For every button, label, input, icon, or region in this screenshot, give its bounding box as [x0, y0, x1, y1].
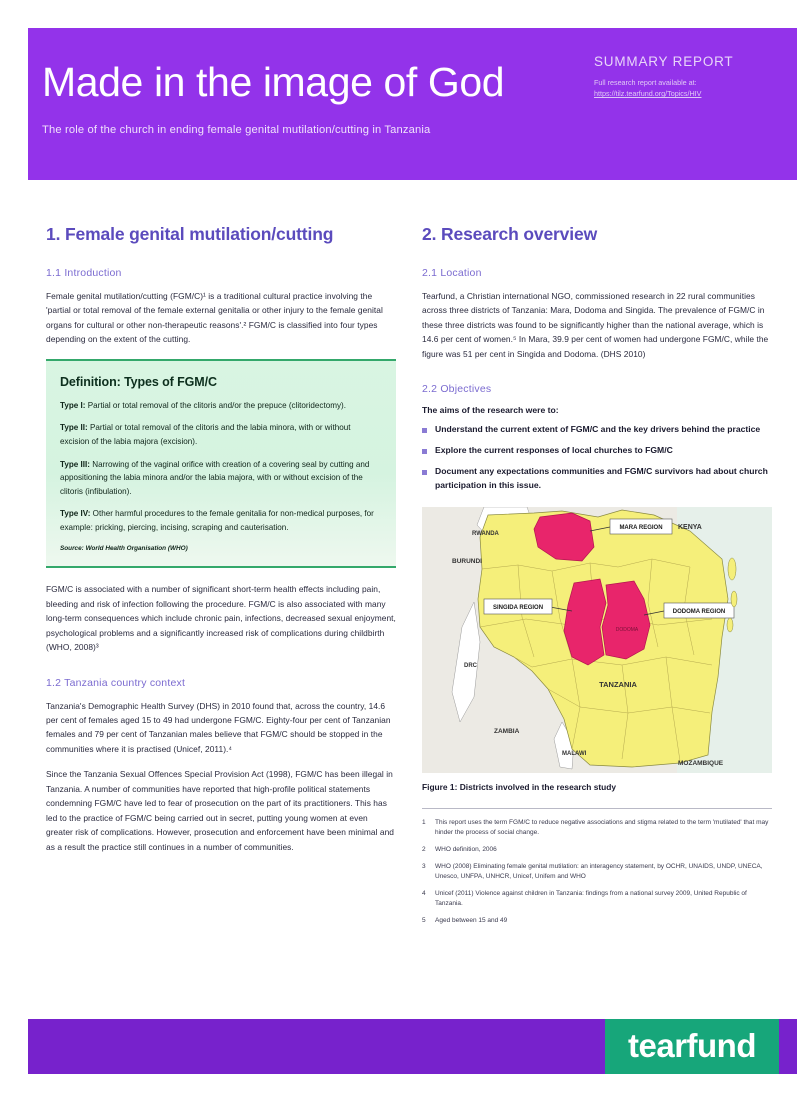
- footnote-text: Unicef (2011) Violence against children in Tanzania: findings from a national survey 2009, United Republic of Tanzania.: [435, 889, 747, 908]
- map-label-dodoma-city: DODOMA: [615, 626, 639, 633]
- subsection-1-1-title: 1.1 Introduction: [46, 267, 122, 279]
- footnote-number: 3: [422, 862, 426, 870]
- section-2-title: 2. Research overview: [422, 224, 598, 244]
- map-label-rwanda: RWANDA: [472, 530, 499, 537]
- map-label-burundi: BURUNDI: [452, 557, 482, 565]
- footnote-text: Aged between 15 and 49: [435, 916, 508, 924]
- content-area: [0, 196, 797, 996]
- health-effects-paragraph: FGM/C is associated with a number of significant short-term health effects including pain, bleeding and risk of infection following the procedure. FGM/C is also associated with many long-term consequences which include chronic pain, infections, decreased sexual enjoyment, psychological problems and a significantly increased risk of complications during childbirth (WHO, 2008)³: [46, 584, 396, 653]
- subsection-1-2-title: 1.2 Tanzania country context: [46, 676, 186, 689]
- country-context-paragraph-2: Since the Tanzania Sexual Offences Special Provision Act (1998), FGM/C has been illegal in Tanzania. A number of communities have reported that high-profile political statements condemning FGM/C have led to fear of prosecution on the part of its practitioners. This has led to the practice of FGM/C being carried out in secret, putting young women at even greater risk of complications. However, prosecution and enforcement have been minimal and as a result the practice still continues in a number of communities.: [46, 769, 395, 852]
- map-label-tanzania: TANZANIA: [599, 679, 637, 689]
- figure-caption: Figure 1: Districts involved in the research study: [422, 781, 617, 792]
- footnote-text: This report uses the term FGM/C to reduce negative associations and stigma related to the term 'mutilated' that may hinder the process of social change.: [435, 818, 769, 837]
- page-subtitle: The role of the church in ending female genital mutilation/cutting in Tanzania: [42, 123, 431, 136]
- map-callout-singida: SINGIDA REGION: [492, 604, 544, 611]
- definition-box: [46, 359, 396, 569]
- map-label-kenya: KENYA: [678, 523, 702, 531]
- map-label-zambia: ZAMBIA: [494, 727, 520, 735]
- type-3-text: Narrowing of the vaginal orifice with creation of a covering seal by cutting and appositioning the labia minora and/or the labia majora, with or without excision of the clitoris (infibulation).: [60, 459, 370, 496]
- objective-item: Explore the current responses of local churches to FGM/C: [422, 444, 772, 458]
- footnote-item: [422, 916, 772, 927]
- summary-report-note: Full research report available at:: [594, 78, 697, 87]
- footnote-number: 1: [422, 818, 426, 826]
- footnote-item: [422, 889, 772, 910]
- footnotes-list: [422, 818, 772, 926]
- type-1-label: Type I:: [60, 400, 86, 410]
- footnote-number: 4: [422, 889, 426, 897]
- map-label-mozambique: MOZAMBIQUE: [678, 759, 724, 767]
- type-2-text: Partial or total removal of the clitoris and the labia minora, with or without excision of the labia majora (excision).: [60, 423, 351, 446]
- type-3-label: Type III:: [60, 459, 90, 469]
- objective-item: Document any expectations communities and FGM/C survivors had about church participation in this issue.: [422, 465, 772, 493]
- definition-source: Source: World Health Organisation (WHO): [60, 544, 188, 552]
- type-1-text: Partial or total removal of the clitoris and/or the prepuce (clitoridectomy).: [85, 400, 346, 410]
- aims-lead-text: The aims of the research were to:: [422, 405, 559, 416]
- subsection-2-2-title: 2.2 Objectives: [422, 383, 492, 396]
- definition-type-1: [60, 399, 380, 413]
- map-figure: [422, 507, 772, 792]
- footnote-number: 2: [422, 845, 426, 853]
- type-4-text: Other harmful procedures to the female genitalia for non-medical purposes, for example: pricking, piercing, incising, scraping and cauterisation.: [60, 509, 374, 532]
- page-footer: [28, 1019, 797, 1074]
- definition-type-4: [60, 507, 380, 534]
- map-svg: [422, 507, 772, 773]
- intro-paragraph: Female genital mutilation/cutting (FGM/C)¹ is a traditional cultural practice involving the 'partial or total removal of the female external genitalia or other injury to the female genital organs for cultural or other non-therapeutic reasons'.² FGM/C is classified into four types depending on the extent of the cutting.: [46, 291, 383, 345]
- type-2-label: Type II:: [60, 423, 88, 433]
- definition-box-heading: Definition: Types of FGM/C: [60, 374, 217, 389]
- summary-report-block: [594, 54, 779, 98]
- map-callout-mara: MARA REGION: [619, 524, 663, 531]
- footnote-number: 5: [422, 916, 426, 924]
- map-label-drc: DRC: [464, 662, 477, 669]
- footnote-item: [422, 818, 772, 839]
- summary-report-label: SUMMARY REPORT: [594, 54, 734, 69]
- objective-item: Understand the current extent of FGM/C and the key drivers behind the practice: [422, 423, 772, 437]
- country-context-paragraph-1: Tanzania's Demographic Health Survey (DHS) in 2010 found that, across the country, 14.6 per cent of females aged 15 to 49 had undergone FGM/C. Eighty-four per cent of Tanzanian females and 79 per cent of Tanzanian males believe that FGM/C should be stopped in the communities where it is practised (Unicef, 2011).⁴: [46, 700, 391, 754]
- tanzania-map-image: [422, 507, 772, 773]
- footnote-item: [422, 862, 772, 883]
- map-callout-dodoma: DODOMA REGION: [672, 608, 726, 615]
- page-header: [28, 28, 797, 180]
- page-title: Made in the image of God: [42, 59, 505, 105]
- footnote-text: WHO (2008) Eliminating female genital mutilation: an interagency statement, by OCHR, UNAIDS, UNDP, UNECA, Unesco, UNFPA, UNHCR, Unicef, Unifem and WHO: [435, 862, 763, 881]
- map-label-malawi: MALAWI: [562, 750, 587, 757]
- definition-type-2: [60, 421, 380, 448]
- left-column: [46, 196, 396, 996]
- right-column: [422, 196, 772, 996]
- research-report-link[interactable]: https://tilz.tearfund.org/Topics/HIV: [594, 89, 702, 99]
- section-1-title: 1. Female genital mutilation/cutting: [46, 224, 334, 244]
- location-paragraph: Tearfund, a Christian international NGO, commissioned research in 22 rural communities across three districts of Tanzania: Mara, Dodoma and Singida. The prevalence of FGM/C in these three districts was found to be significantly higher than the national average, which is 14.6 per cent of women.⁵ In Mara, 39.9 per cent of women had undergone FGM/C, while the figure was 51 per cent in Singida and Dodoma. (DHS 2010): [422, 291, 769, 359]
- footnote-text: WHO definition, 2006: [435, 845, 497, 853]
- objectives-list: [422, 423, 772, 493]
- definition-type-3: [60, 458, 380, 499]
- tearfund-logo: tearfund: [605, 1019, 779, 1074]
- type-4-label: Type IV:: [60, 509, 91, 519]
- footnote-item: [422, 845, 772, 856]
- footnotes-divider: [422, 808, 772, 809]
- subsection-2-1-title: 2.1 Location: [422, 267, 482, 279]
